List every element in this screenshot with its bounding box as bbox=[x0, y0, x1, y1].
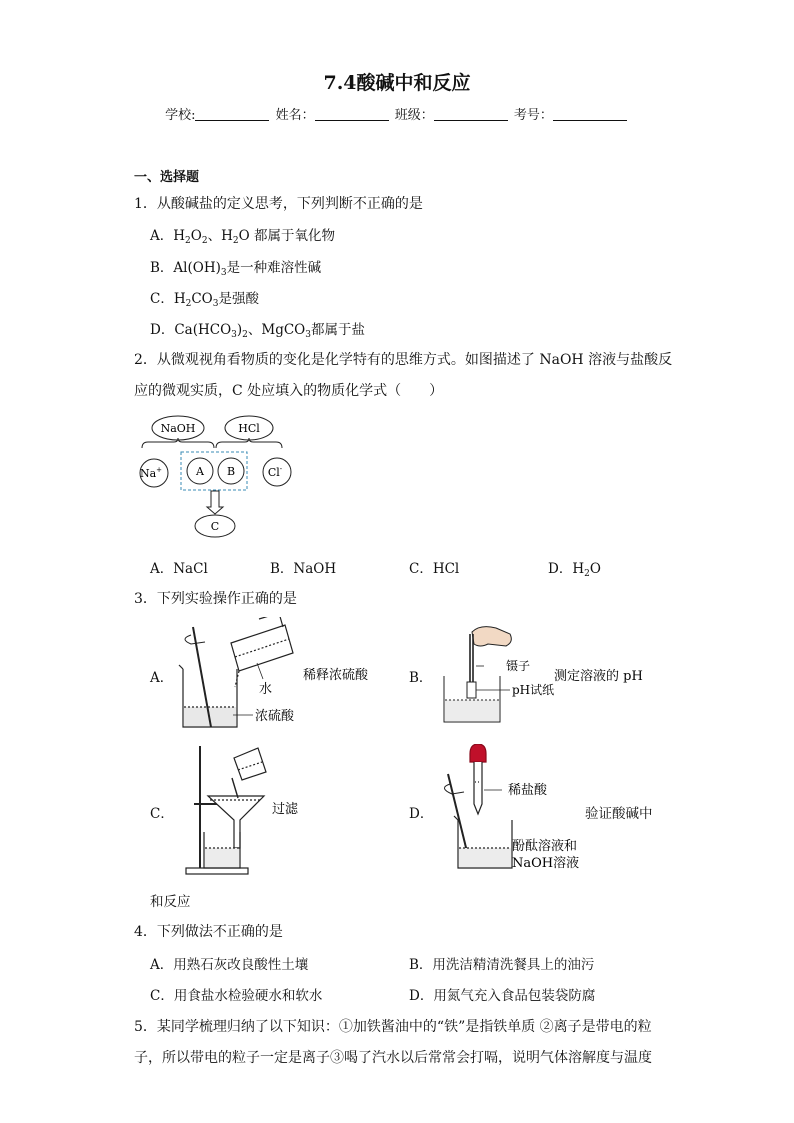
filtration-illustration bbox=[178, 740, 328, 878]
cl-ion-label: Cl- bbox=[267, 465, 283, 479]
q2-option-b: B．NaOH bbox=[270, 561, 337, 577]
q3-d-caption: 验证酸碱中 bbox=[585, 806, 653, 822]
hcl-label: HCl bbox=[238, 422, 260, 435]
iron-stand-base bbox=[186, 868, 248, 874]
school-label: 学校: bbox=[165, 108, 196, 123]
conc-acid-label: 浓硫酸 bbox=[255, 709, 295, 724]
name-label: 姓名： bbox=[275, 108, 315, 123]
dropper-tube bbox=[474, 762, 482, 814]
naoh-brace bbox=[142, 438, 214, 448]
ion-reaction-diagram bbox=[134, 410, 304, 542]
dilution-illustration bbox=[175, 617, 395, 735]
tweezers-label: 镊子 bbox=[506, 659, 531, 673]
q3-option-c-letter: C． bbox=[150, 806, 174, 822]
q3-option-d-letter: D． bbox=[409, 806, 434, 822]
c-product-label: C bbox=[210, 520, 220, 533]
section-heading: 一、选择题 bbox=[134, 170, 200, 185]
q5-stem-line1: 5．某同学梳理归纳了以下知识：①加铁酱油中的“铁”是指铁单质 ②离子是带电的粒 bbox=[134, 1019, 652, 1035]
q2-option-c: C．HCl bbox=[409, 561, 460, 577]
q5-stem-line2: 子，所以带电的粒子一定是离子③喝了汽水以后常常会打嗝，说明气体溶解度与温度 bbox=[134, 1050, 652, 1066]
q2-stem-line2: 应的微观实质，C 处应填入的物质化学式（ ） bbox=[134, 383, 444, 399]
solution-label-line1: 酚酞溶液和 bbox=[512, 839, 578, 854]
q1-option-c: C．$H_2CO_3$是强酸 bbox=[150, 291, 259, 309]
q3-stem: 3．下列实验操作正确的是 bbox=[134, 591, 297, 607]
q4-option-b: B．用洗洁精清洗餐具上的油污 bbox=[409, 957, 595, 973]
number-label: 考号： bbox=[513, 108, 553, 123]
q3-b-caption: 测定溶液的 pH bbox=[554, 669, 643, 684]
q1-option-d: D．$Ca(HCO_3)_2$、MgCO$_3$都属于盐 bbox=[150, 322, 365, 340]
student-info-line bbox=[0, 104, 794, 123]
q2-stem-line1: 2．从微观视角看物质的变化是化学特有的思维方式。如图描述了 NaOH 溶液与盐酸反 bbox=[134, 352, 673, 368]
page-title: 7.4酸碱中和反应 bbox=[323, 72, 471, 94]
number-blank[interactable] bbox=[553, 108, 627, 121]
q4-option-c: C．用食盐水检验硬水和软水 bbox=[150, 988, 323, 1004]
q3-c-caption: 过滤 bbox=[272, 802, 299, 817]
dropper-bulb bbox=[470, 744, 486, 762]
q3-a-caption: 稀释浓硫酸 bbox=[303, 668, 369, 683]
q1-option-a: A．$H_2O_2$、$H_2O$ 都属于氧化物 bbox=[150, 228, 335, 246]
solution-label-line2: NaOH溶液 bbox=[512, 856, 580, 871]
b-ion-label: B bbox=[226, 465, 236, 478]
a-ion-label: A bbox=[196, 465, 204, 478]
funnel bbox=[208, 796, 264, 848]
pouring-beaker bbox=[234, 748, 266, 780]
down-arrow bbox=[207, 491, 223, 514]
ph-test-illustration bbox=[440, 622, 660, 726]
stir-arrow-d bbox=[444, 784, 464, 794]
school-blank[interactable] bbox=[195, 108, 269, 121]
q3-d-caption-tail: 和反应 bbox=[150, 894, 191, 910]
q1-option-b: B．$Al(OH)_3$是一种难溶性碱 bbox=[150, 260, 322, 278]
ph-paper-label: pH试纸 bbox=[512, 683, 555, 697]
combination-box bbox=[181, 452, 247, 490]
na-ion-label: Na+ bbox=[139, 466, 163, 480]
class-label: 班级： bbox=[394, 108, 434, 123]
q3-option-b-letter: B． bbox=[409, 670, 433, 686]
hand bbox=[472, 627, 511, 646]
ph-paper bbox=[467, 682, 476, 698]
name-blank[interactable] bbox=[315, 108, 389, 121]
class-blank[interactable] bbox=[434, 108, 508, 121]
q2-option-d: D．$H_2O$ bbox=[548, 561, 601, 579]
hcl-brace bbox=[216, 438, 282, 448]
q3-option-a-letter: A． bbox=[150, 670, 174, 686]
q4-option-d: D．用氮气充入食品包装袋防腐 bbox=[409, 988, 596, 1004]
tilted-bottle bbox=[231, 617, 293, 671]
water-label: 水 bbox=[259, 682, 273, 697]
q1-stem: 1．从酸碱盐的定义思考，下列判断不正确的是 bbox=[134, 196, 423, 212]
q4-option-a: A．用熟石灰改良酸性土壤 bbox=[150, 957, 309, 973]
dilute-hcl-label: 稀盐酸 bbox=[508, 783, 548, 798]
q2-option-a: A．NaCl bbox=[150, 561, 208, 577]
naoh-label: NaOH bbox=[160, 422, 196, 435]
q4-stem: 4．下列做法不正确的是 bbox=[134, 924, 283, 940]
guide-rod bbox=[232, 778, 238, 798]
